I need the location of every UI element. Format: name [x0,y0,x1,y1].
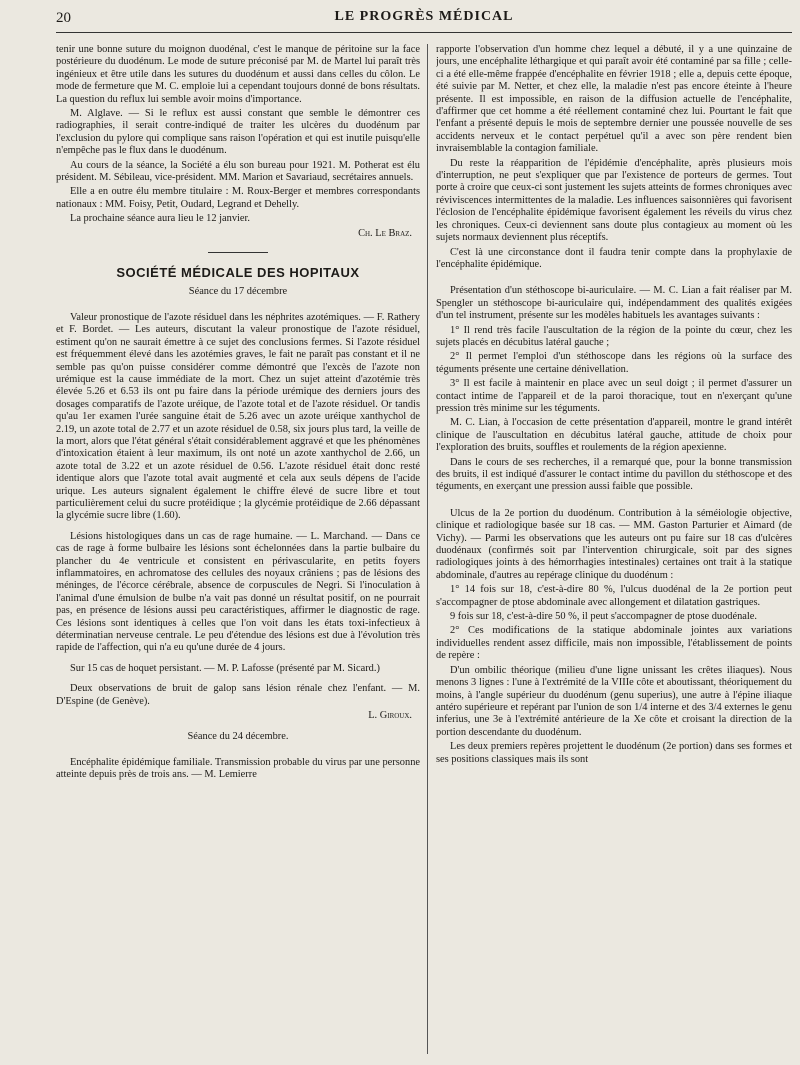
paragraph: 9 fois sur 18, c'est-à-dire 50 %, il peut s'accompagner de ptose duodénale. [450,611,757,623]
paragraph: La prochaine séance aura lieu le 12 janvier. [70,213,251,225]
signature: Ch. Le Braz. [358,227,412,239]
paragraph: Les deux premiers repères projettent le duodénum (2e portion) dans ses formes et ses positions classiques mais ils sont [436,741,792,765]
paragraph: C'est là une circonstance dont il faudra tenir compte dans la prophylaxie de l'encéphalite épidémique. [436,246,792,270]
paragraph: Deux observations de bruit de galop sans lésion rénale chez l'enfant. — M. D'Espine (de Genève). [56,683,420,707]
paragraph: tenir une bonne suture du moignon duodénal, c'est le manque de péritoine sur la face postérieure du duodénum. Le mode de suture préconisé par M. de Martel lui paraît très ingénieux et être utile dans les sutures du duodénum et aussi dans celles du côlon. Le mode de fermeture que M. C. emploie lui a cependant toujours donné de bons résultats. La question du reflux lui semble avoir moins d'importance. [56,44,420,105]
paragraph: Lésions histologiques dans un cas de rage humaine. — L. Marchand. — Dans ce cas de rage à forme bulbaire les lésions sont échelonnées dans la partie bulbaire du plancher du 4e ventricule et consistent en périvascularite, en petits foyers inflammatoires, en achromatose des cellules des noyaux crâniens ; pas de lésions des méninges, de l'écorce cérébrale, absence de corpuscules de Negri. Si l'inoculation à l'animal d'une émulsion de bulbe n'a vait pas donné un résultat positif, on ne pourrait pas, en présence de lésions aussi peu caractéristiques, affirmer le diagnostic de rage. Ces lésions sont identiques à celles que l'on voit dans les états toxi-infectieux à déterminatian nerveuse centrale. Le peu d'étendue des lésions est due à l'évolution très rapide de l'affection, qui n'a eu qu'une durée de 4 jours. [56,530,420,654]
section-title: SOCIÉTÉ MÉDICALE DES HOPITAUX [116,265,360,281]
paragraph: Du reste la réapparition de l'épidémie d'encéphalite, après plusieurs mois d'interruption, ne peut s'expliquer que par l'existence de porteurs de germes. Tout porte à croire que ceux-ci sont justement les sujets atteints de formes chroniques avec réviviscences intermittentes de la maladie. Les influences saisonnières qui favorisent l'éclosion de l'encéphalite épidémique favorisent également les réveils du virus chez les chroniques. Ceux-ci deviennent sans doute plus contagieux au moment où les sujets normaux deviennent plus réceptifs. [436,157,792,244]
left-column [56,44,420,1059]
running-title: LE PROGRÈS MÉDICAL [334,9,514,24]
paragraph: M. Alglave. — Si le reflux est aussi constant que semble le démontrer ces radiographies, il serait contre-indiqué de traiter les ulcères du duodénum par l'exclusion du pylore qui complique sans raison l'opération et qui est inutile puisqu'elle n'empêche pas le flux dans le duodénum. [56,108,420,157]
paragraph: Valeur pronostique de l'azote résiduel dans les néphrites azotémiques. — F. Rathery et F. Bordet. — Les auteurs, discutant la valeur pronostique de l'azote résiduel, estiment qu'on ne saurait émettre à ce sujet des conclusions fermes. Si l'azote résiduel est fréquemment élevé dans les azotémies graves, le fait ne paraît pas constant et il ne semble pas qu'on puisse considérer comme démontré que l'excès de l'azote non urémique est la cause immédiate de la mort. Chez un sujet atteint d'azotémie très élevée 5.26 et 6.53 ils ont pu faire dans la période urémique des derniers jours des dosages comparatifs de l'azote uréique, de l'azote total et de l'azote résiduel. Or tandis qu'au 1er examen l'urée sanguine était de 5.26 avec un azote uréique xanthychol de 2.19, un azote total de 2.77 et un azote résiduel de 0.58, six jours plus tard, la veille de la mort, alors que l'état général s'était considérablement aggravé et que les phénomènes d'intoxication étaient à leur maximum, ils ont noté un azote xanthychol de 2.66, un azote total de 3.22 et un azote résiduel de 0.56. L'azote résiduel était donc resté identique alors que l'azote total avait augmenté et cela aux seuls dépens de l'acide urique. Les auteurs signalent également le chiffre élevé de sucre libre et tout particulièrement celui du sucre protéidique ; la glycémie protéidique de 2.66 dépassant la glycémie sucre libre (1.60). [56,311,420,522]
paragraph: M. C. Lian, à l'occasion de cette présentation d'appareil, montre le grand intérêt clinique de l'auscultation en décubitus latéral gauche, attitude de choix pour l'exploration des bruits, souffles et roulements de la région apexienne. [436,417,792,454]
paragraph: D'un ombilic théorique (milieu d'une ligne unissant les crêtes iliaques). Nous menons 3 lignes : l'une à l'extrémité de la VIIIe côte et aboutissant, théoriquement du moins, à l'angle supérieur du duodénum (genu superius), une autre à l'épine iliaque antéro supérieure et repérant par l'union de son 1/4 interne et des 3/4 externes le genu inferius, une 3e à l'extrémité antérieure de la Xe côte et croisant la direction de la portion descendante du duodénum. [436,664,792,738]
paragraph: Encéphalite épidémique familiale. Transmission probable du virus par une personne atteinte depuis près de trois ans. — M. Lemierre [56,756,420,781]
header-rule [56,32,792,33]
signature: L. Giroux. [368,710,412,722]
paragraph: 1° Il rend très facile l'auscultation de la région de la pointe du cœur, chez les sujets placés en décubitus latéral gauche ; [436,324,792,348]
paragraph: 2° Il permet l'emploi d'un stéthoscope dans les régions où la surface des téguments présente une certaine dénivellation. [436,351,792,375]
page-header [56,6,792,28]
paragraph: Elle a en outre élu membre titulaire : M. Roux-Berger et membres correspondants nationaux : MM. Foisy, Petit, Oudard, Legrand et Dehelly. [56,186,420,210]
paragraph: 1° 14 fois sur 18, c'est-à-dire 80 %, l'ulcus duodénal de la 2e portion peut s'accompagner de ptose abdominale avec allongement et dilatation gastriques. [436,584,792,608]
paragraph: Ulcus de la 2e portion du duodénum. Contribution à la séméiologie objective, clinique et radiologique basée sur 18 cas. — MM. Gaston Parturier et Aimard (de Vichy). — Parmi les observations que les auteurs ont pu faire sur 18 cas d'ulcères duodénaux (confirmés soit par l'intervention chirurgicale, soit par des signes radiologiques joints à des hémorrhagies intestinales) certaines ont trait à la statique abdominale, d'autres au repérage clinique du duodénum : [436,507,792,581]
paragraph: 3° Il est facile à maintenir en place avec un seul doigt ; il permet d'assurer un contact intime de l'appareil et de la paroi thoracique, tout en n'exerçant qu'une pression très minime sur les téguments. [436,378,792,414]
section-divider [208,252,268,253]
paragraph: Dans le cours de ses recherches, il a remarqué que, pour la bonne transmission des bruits, il est indiqué d'assurer le contact intime du pavillon du stéthoscope et des téguments, en exerçant une pression aussi faible que possible. [436,456,792,493]
page-number: 20 [56,10,71,26]
column-divider [427,44,428,1054]
paragraph: Présentation d'un stéthoscope bi-auriculaire. — M. C. Lian a fait réaliser par M. Spengler un stéthoscope bi-auriculaire qui, indépendamment des qualités exigées d'un tel instrument, présente sur les modèles habituels les avantages suivants : [436,285,792,322]
paragraph: 2° Ces modifications de la statique abdominale jointes aux variations individuelles rendent assez difficile, mais non impossible, l'établissement de points de repère : [436,625,792,662]
session-date: Séance du 17 décembre [188,285,288,297]
session-date: Séance du 24 décembre. [187,730,289,742]
paragraph: Sur 15 cas de hoquet persistant. — M. P. Lafosse (présenté par M. Sicard.) [70,662,380,674]
paragraph: Au cours de la séance, la Société a élu son bureau pour 1921. M. Potherat est élu président. M. Sébileau, vice-président. MM. Marion et Savariaud, secrétaires annuels. [56,159,420,184]
paragraph: rapporte l'observation d'un homme chez lequel a débuté, il y a une quinzaine de jours, une encéphalite léthargique et qui paraît avoir été contaminé par sa fille ; celle-ci a été elle-même frappée d'encéphalite en février 1918 ; elle a, depuis cette époque, été suivie par M. Netter, et chez elle, la maladie n'est pas encore éteinte à l'heure présente. Il est impossible, en raison de la diffusion actuelle de l'encéphalite, d'affirmer que cet homme a été réellement contaminé chez lui. Pourtant le fait que l'enfant a présenté depuis le mois de septembre dernier une poussée nouvelle de ses accidents nerveux et le contact perpétuel qu'il a avec son père rendent bien invraisemblable la contagion familiale. [436,44,792,155]
right-column [436,44,792,1059]
